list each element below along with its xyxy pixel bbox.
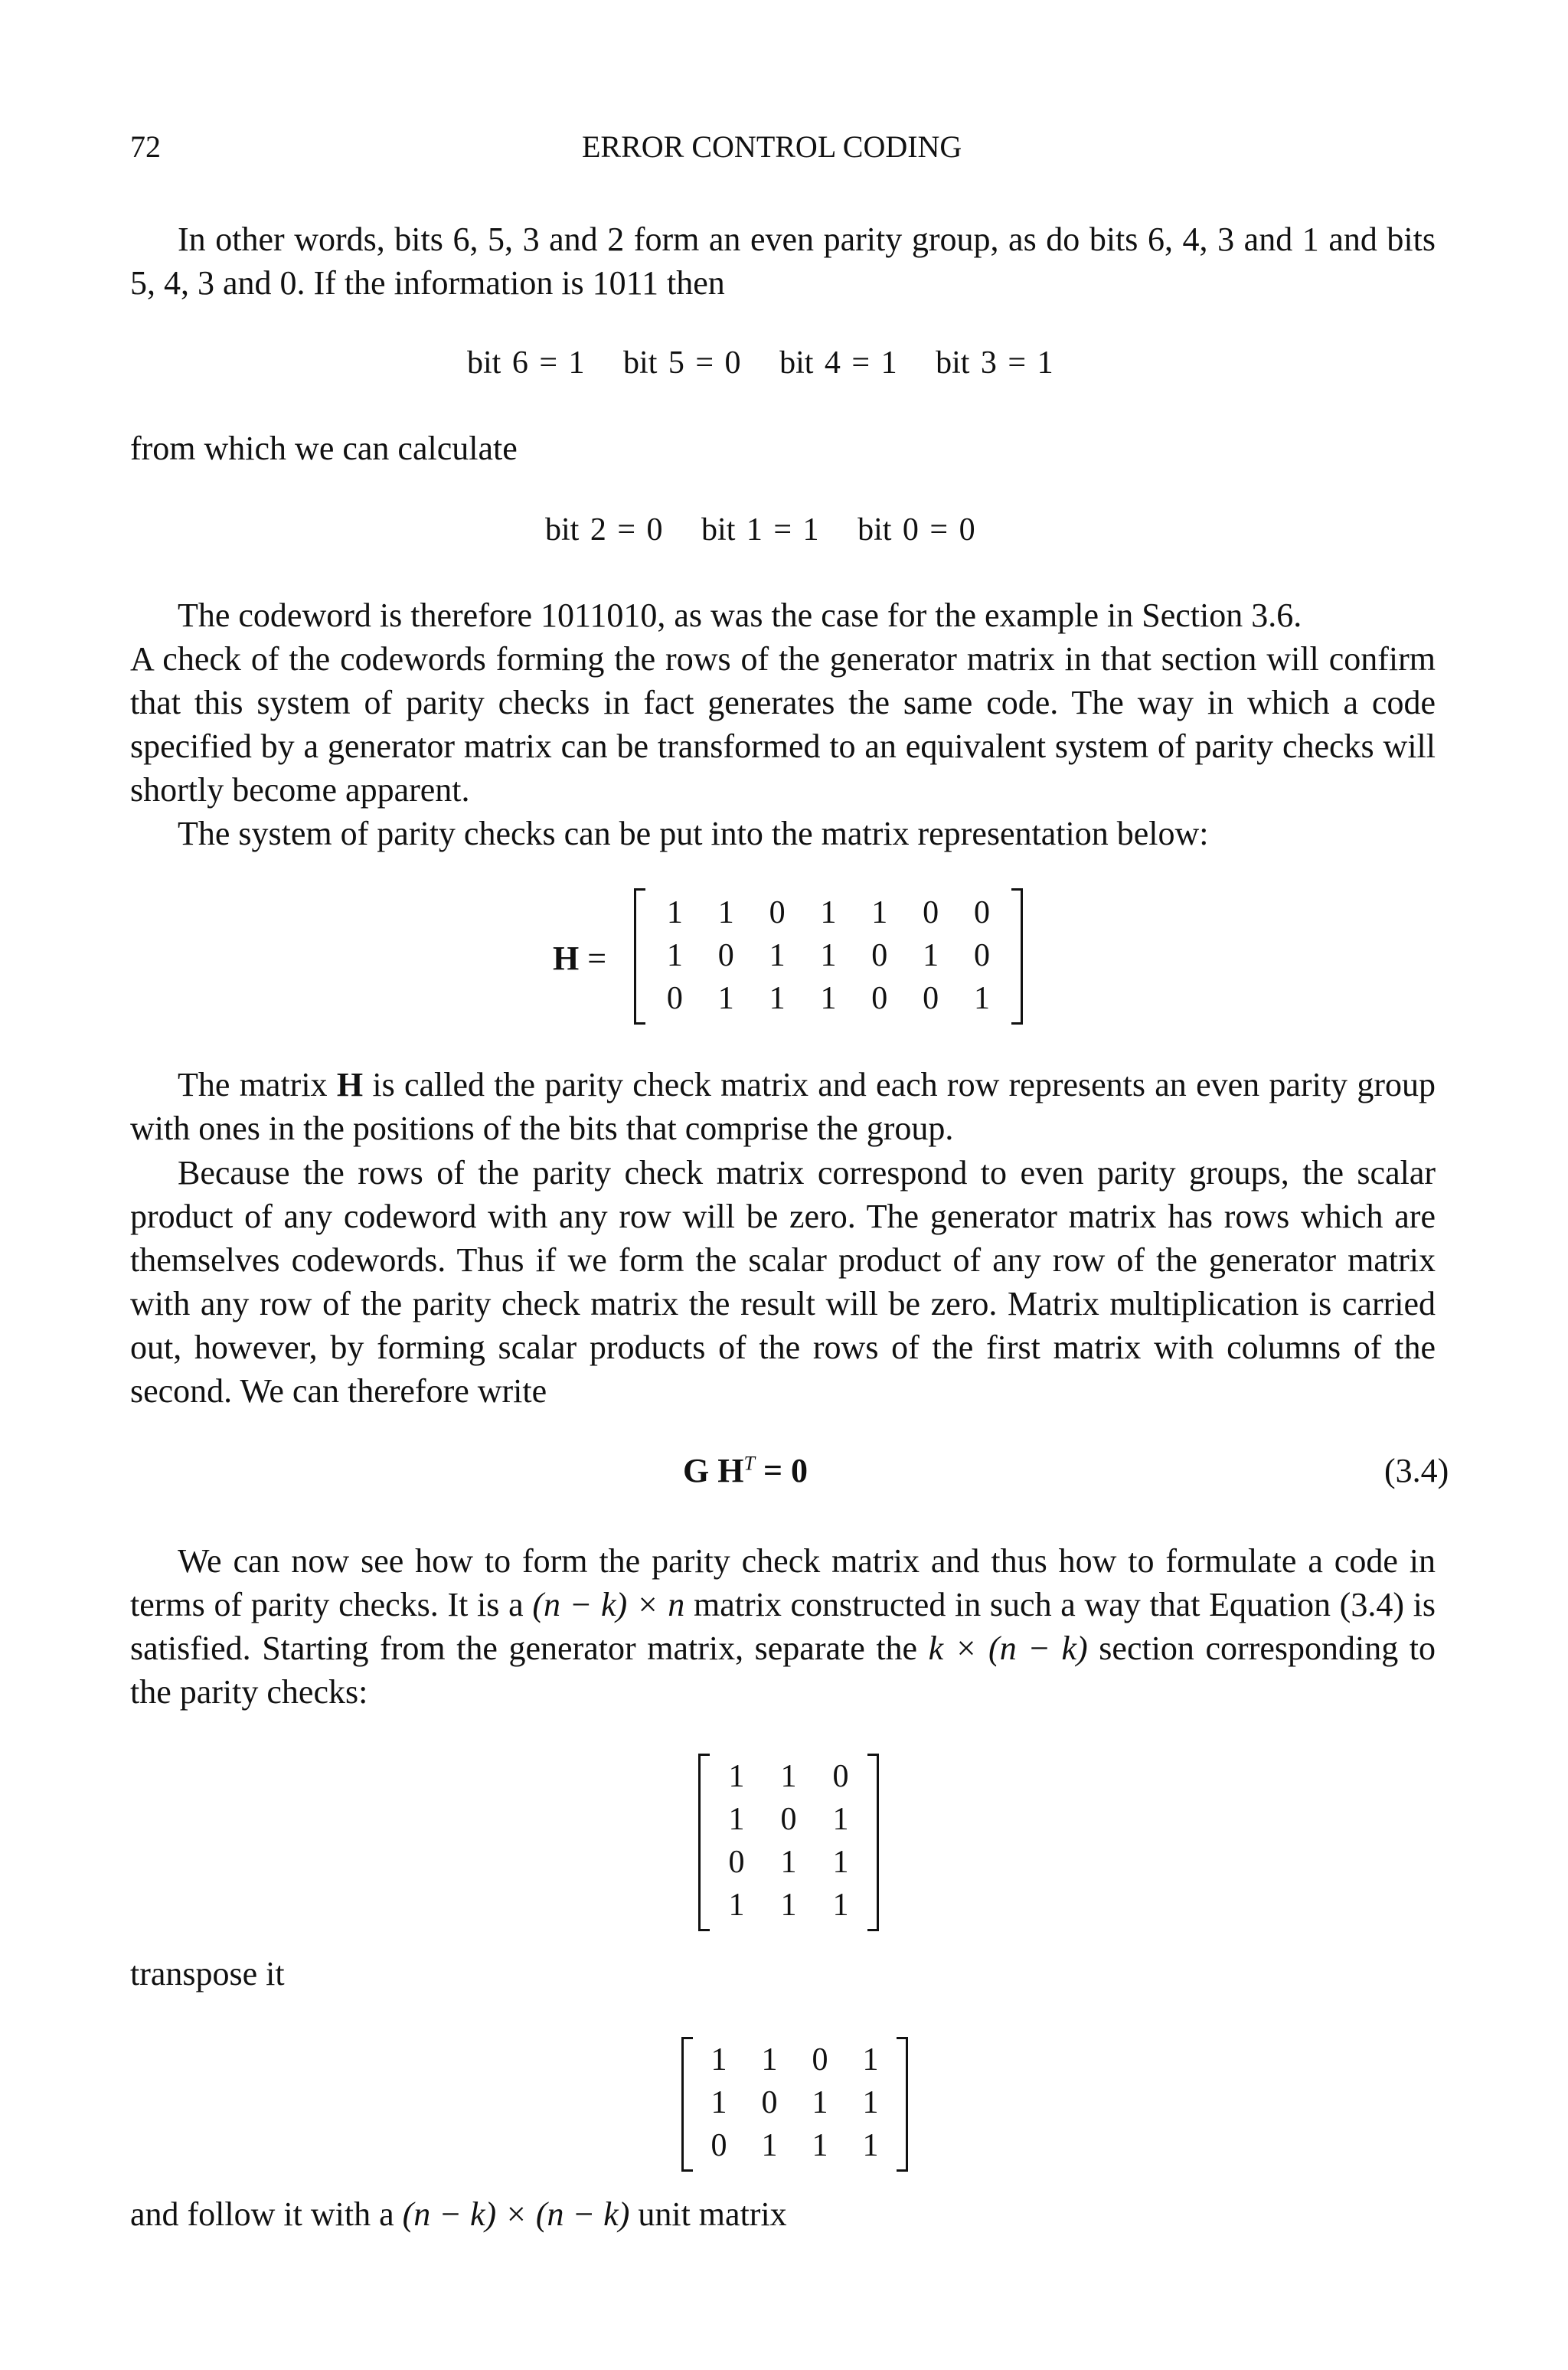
matrix-row <box>710 1841 867 1884</box>
transpose-text: transpose it <box>130 1955 285 1992</box>
parity-matrix-left-bracket <box>698 1754 710 1931</box>
matrix-cell: 1 <box>717 895 734 930</box>
paragraph-system <box>130 812 1436 855</box>
matrix-row <box>710 1755 867 1798</box>
h-matrix-left-bracket <box>634 888 645 1025</box>
h-matrix-label: H = <box>553 940 607 977</box>
calc-bits-line <box>545 512 1003 548</box>
matrix-cell: 1 <box>710 2042 727 2077</box>
h-symbol: H <box>336 1066 364 1103</box>
matrix-row <box>649 977 1008 1020</box>
matrix-cell: 0 <box>710 2128 727 2163</box>
matrix-cell: 1 <box>728 1888 745 1923</box>
paragraph-system-text: The system of parity checks can be put into the matrix representation below: <box>178 815 1209 852</box>
paragraph-codeword-line1: The codeword is therefore 1011010, as was the case for the example in Section 3.6. <box>178 597 1302 634</box>
paragraph-intro <box>130 217 1436 305</box>
matrix-cell: 1 <box>710 2085 727 2120</box>
matrix-cell: 0 <box>769 895 786 930</box>
matrix-cell: 1 <box>666 938 683 973</box>
h-matrix <box>634 888 1023 1025</box>
matrix-cell: 1 <box>862 2085 879 2120</box>
transposed-table <box>694 2038 896 2167</box>
matrix-cell: 1 <box>871 895 888 930</box>
matrix-cell: 1 <box>666 895 683 930</box>
paragraph-codeword <box>130 593 1436 812</box>
matrix-cell: 1 <box>862 2128 879 2163</box>
matrix-cell: 0 <box>923 981 939 1016</box>
info-bit-6: bit 6 = 1 <box>467 345 585 381</box>
matrix-cell: 1 <box>832 1888 849 1923</box>
parity-section-table <box>710 1755 867 1927</box>
matrix-cell: 1 <box>812 2085 828 2120</box>
matrix-row <box>694 2038 896 2081</box>
matrix-cell: 0 <box>871 981 888 1016</box>
info-bits-line <box>467 345 1081 381</box>
paragraph-intro-text: In other words, bits 6, 5, 3 and 2 form an even parity group, as do bits 6, 4, 3 and 1 and bits 5, 4, 3 and 0. If the information is 1011 then <box>130 221 1436 302</box>
matrix-cell: 1 <box>862 2042 879 2077</box>
matrix-row <box>694 2081 896 2124</box>
transposed-matrix-right-bracket <box>897 2037 908 2172</box>
matrix-row <box>649 934 1008 977</box>
paragraph-formulate: We can now see how to form the parity check matrix and thus how to formulate a code in terms of parity checks. It is a (n − k) × n matrix constructed in such a way that Equation (3.4) is satisfied. Starting from the generator matrix, separate the k × (n − k) section corresponding to the parity checks: <box>130 1542 1436 1711</box>
calc-bit-1: bit 1 = 1 <box>701 512 819 548</box>
final-line: and follow it with a (n − k) × (n − k) unit matrix <box>130 2195 787 2233</box>
matrix-cell: 1 <box>820 895 837 930</box>
from-which-text: from which we can calculate <box>130 430 518 467</box>
transposed-matrix-left-bracket <box>681 2037 693 2172</box>
matrix-cell: 0 <box>728 1845 745 1880</box>
h-matrix-table <box>649 891 1008 1020</box>
paragraph-scalar-product-text: Because the rows of the parity check matrix correspond to even parity groups, the scalar product of any codeword with any row will be zero. The generator matrix has rows which are themselves codewords. Thus if we form the scalar product of any row of the generator matrix with any row of the parity check matrix the result will be zero. Matrix multiplication is carried out, however, by forming scalar products of the rows of the first matrix with columns of the second. We can therefore write <box>130 1154 1436 1410</box>
matrix-cell: 1 <box>832 1802 849 1837</box>
paragraph-matrix-h: The matrix H is called the parity check matrix and each row represents an even parity group with ones in the positions of the bits that comprise the group. <box>130 1066 1436 1147</box>
calc-bit-2: bit 2 = 0 <box>545 512 663 548</box>
matrix-cell: 0 <box>717 938 734 973</box>
matrix-cell: 1 <box>780 1845 797 1880</box>
matrix-cell: 0 <box>761 2085 778 2120</box>
matrix-cell: 1 <box>812 2128 828 2163</box>
matrix-cell: 0 <box>923 895 939 930</box>
matrix-cell: 1 <box>769 938 786 973</box>
matrix-cell: 1 <box>780 1888 797 1923</box>
matrix-cell: 0 <box>871 938 888 973</box>
matrix-cell: 1 <box>761 2128 778 2163</box>
matrix-cell: 1 <box>717 981 734 1016</box>
matrix-cell: 1 <box>820 981 837 1016</box>
page-number: 72 <box>130 129 161 164</box>
matrix-row <box>649 891 1008 934</box>
info-bit-5: bit 5 = 0 <box>623 345 741 381</box>
matrix-row <box>710 1884 867 1927</box>
matrix-cell: 1 <box>728 1759 745 1794</box>
matrix-cell: 0 <box>666 981 683 1016</box>
matrix-cell: 1 <box>728 1802 745 1837</box>
matrix-cell: 0 <box>974 895 991 930</box>
info-bit-4: bit 4 = 1 <box>779 345 897 381</box>
matrix-cell: 0 <box>974 938 991 973</box>
matrix-row <box>694 2124 896 2167</box>
matrix-cell: 0 <box>812 2042 828 2077</box>
matrix-cell: 1 <box>780 1759 797 1794</box>
matrix-cell: 1 <box>923 938 939 973</box>
paragraph-scalar-product <box>130 1151 1436 1413</box>
matrix-cell: 1 <box>820 938 837 973</box>
equation-number: (3.4) <box>1384 1452 1449 1489</box>
running-title: ERROR CONTROL CODING <box>582 129 962 164</box>
calc-bit-0: bit 0 = 0 <box>858 512 975 548</box>
h-matrix-right-bracket <box>1011 888 1023 1025</box>
matrix-cell: 1 <box>832 1845 849 1880</box>
paragraph-codeword-rest: A check of the codewords forming the rows of the generator matrix in that section will confirm that this system of parity checks in fact generates the same code. The way in which a code specified by a generator matrix can be transformed to an equivalent system of parity checks will shortly become apparent. <box>130 640 1436 809</box>
matrix-cell: 0 <box>832 1759 849 1794</box>
matrix-cell: 0 <box>780 1802 797 1837</box>
parity-matrix-right-bracket <box>867 1754 879 1931</box>
parity-section-matrix <box>698 1754 879 1931</box>
equation-3-4: G $H^T = 0$ <box>683 1452 808 1489</box>
info-bit-3: bit 3 = 1 <box>936 345 1054 381</box>
matrix-row <box>710 1798 867 1841</box>
matrix-cell: 1 <box>769 981 786 1016</box>
transposed-matrix <box>681 2037 908 2172</box>
matrix-cell: 1 <box>974 981 991 1016</box>
matrix-cell: 1 <box>761 2042 778 2077</box>
